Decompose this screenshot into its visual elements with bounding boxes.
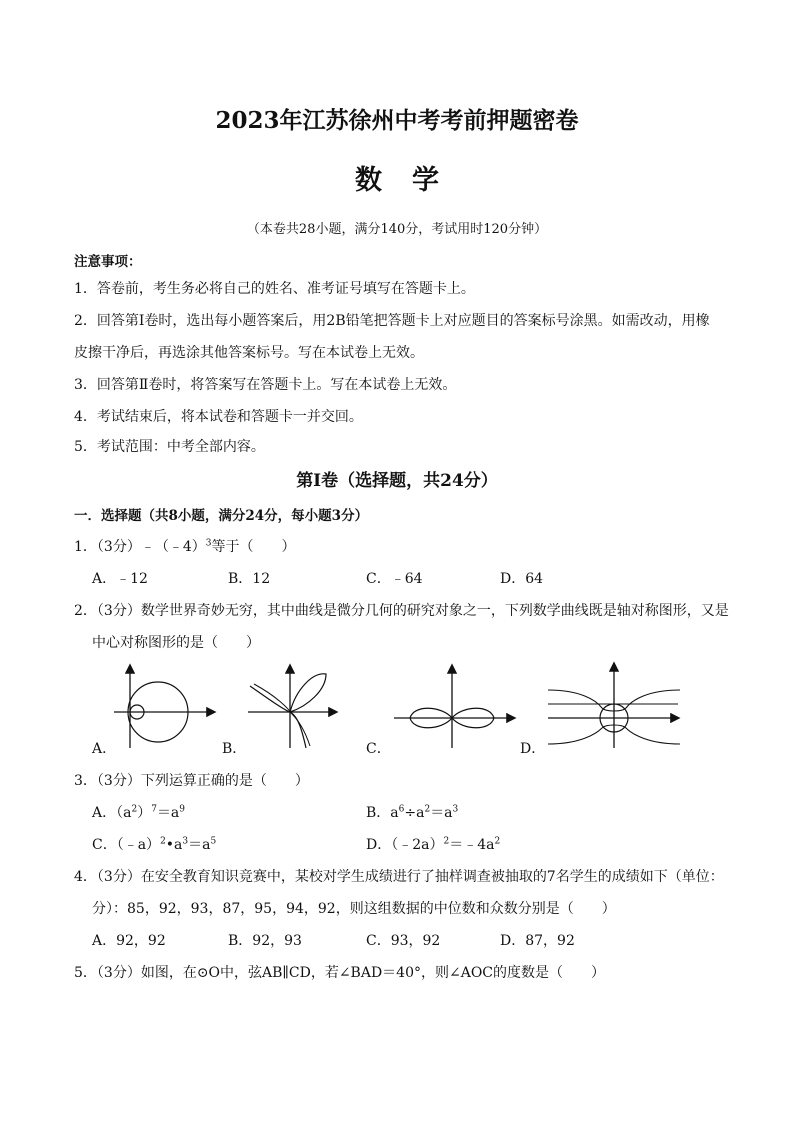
question-1-option-d: D．64 [500, 571, 544, 587]
question-3-option-c: C．$(﹣a)^2•a^3=a^5$ [92, 836, 217, 853]
question-3-option-a: A．$(a^2)^7=a^9$ [92, 804, 186, 821]
notice-item-2-cont: 皮擦干净后，再选涂其他答案标号。写在本试卷上无效。 [74, 345, 424, 361]
figure-a-curve [110, 660, 220, 754]
figure-d-label: D． [520, 741, 546, 757]
section-title: 第Ⅰ卷（选择题，共24分） [296, 471, 498, 491]
question-1-option-a: A．﹣12 [92, 571, 148, 587]
question-2-stem-line1: 2．（3分）数学世界奇妙无穷，其中曲线是微分几何的研究对象之一，下列数学曲线既是轴对称图形，又是 [74, 603, 729, 619]
question-1-option-c: C．﹣64 [366, 571, 423, 587]
figure-b-label: B． [222, 741, 247, 757]
notice-item-4: 4．考试结束后，将本试卷和答题卡一并交回。 [74, 409, 363, 425]
part-heading: 一．选择题（共8小题，满分24分，每小题3分） [74, 508, 369, 524]
notice-heading: 注意事项： [74, 254, 142, 270]
question-4-stem-line1: 4．（3分）在安全教育知识竞赛中，某校对学生成绩进行了抽样调查被抽取的7名学生的成绩如下（单位： [74, 869, 724, 885]
question-4-stem-line2: 分）：85，92，93，87，95，94，92，则这组数据的中位数和众数分别是（ ） [92, 901, 616, 917]
notice-item-2: 2．回答第Ⅰ卷时，选出每小题答案后，用2B铅笔把答题卡上对应题目的答案标号涂黑。如需改动，用橡 [74, 313, 710, 329]
figure-d-curve [544, 660, 684, 754]
question-3-option-d: D．$(﹣2a)^2=﹣4a^2$ [366, 836, 501, 853]
question-4-option-c: C．93，92 [366, 933, 441, 949]
page-title: 2023年江苏徐州中考考前押题密卷 [215, 107, 579, 134]
notice-item-3: 3．回答第Ⅱ卷时，将答案写在答题卡上。写在本试卷上无效。 [74, 377, 457, 393]
notice-item-5: 5．考试范围：中考全部内容。 [74, 439, 265, 455]
question-4-option-b: B．92，93 [228, 933, 302, 949]
question-5-stem: 5．（3分）如图，在⊙O中，弦AB∥CD，若∠BAD＝40°，则∠AOC的度数是（ ） [74, 965, 606, 981]
figure-a-label: A． [92, 741, 117, 757]
figure-c-curve [390, 660, 520, 754]
notice-item-1: 1．答卷前，考生务必将自己的姓名、准考证号填写在答题卡上。 [74, 281, 475, 297]
question-4-option-a: A．92，92 [92, 933, 166, 949]
figure-c-label: C． [366, 741, 391, 757]
question-3-option-b: B．$a^6\div a^2=a^3$ [366, 804, 459, 821]
question-1-stem: 1．（3分）﹣（﹣4）$^3$等于（ ） [74, 538, 296, 555]
question-1-option-b: B．12 [228, 571, 271, 587]
question-3-stem: 3．（3分）下列运算正确的是（ ） [74, 773, 309, 789]
subject-title: 数学 [355, 165, 469, 196]
figure-b-curve [244, 660, 344, 754]
exam-info: （本卷共28小题，满分140分，考试用时120分钟） [246, 222, 548, 237]
question-2-stem-line2: 中心对称图形的是（ ） [92, 635, 260, 651]
question-4-option-d: D．87，92 [500, 933, 575, 949]
